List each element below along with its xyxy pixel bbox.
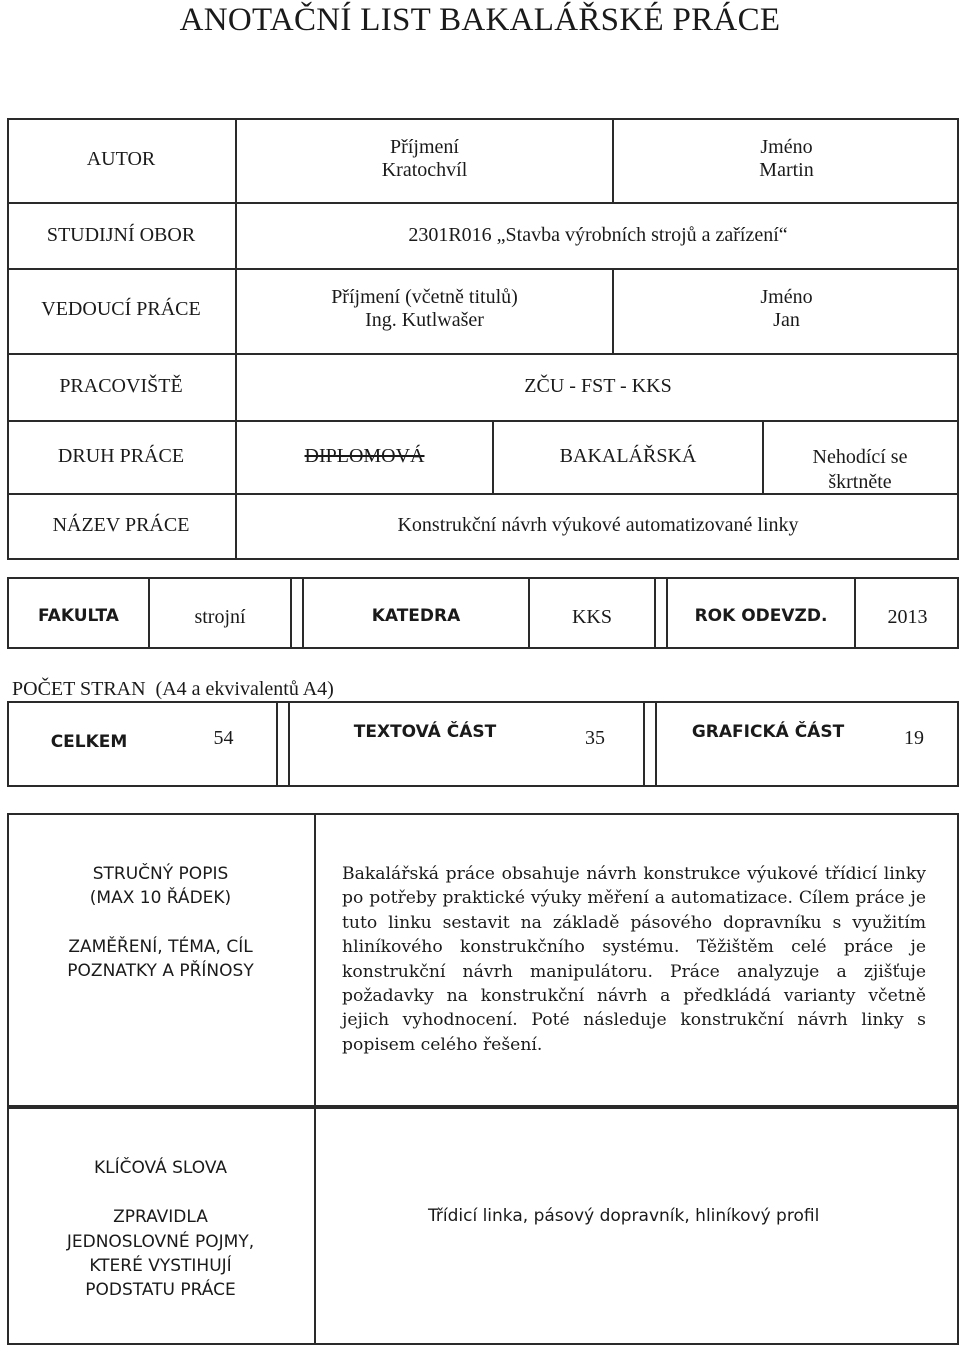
druh-note: Nehodící se škrtněte bbox=[812, 446, 908, 493]
fakulta-value: strojní bbox=[194, 606, 246, 628]
page-title: ANOTAČNÍ LIST BAKALÁŘSKÉ PRÁCE bbox=[179, 2, 781, 38]
nazev-value: Konstrukční návrh výukové automatizované linky bbox=[397, 514, 799, 536]
obor-value: 2301R016 „Stavba výrobních strojů a zařízení“ bbox=[408, 224, 788, 246]
vedouci-surname-label: Příjmení (včetně titulů) bbox=[331, 286, 518, 308]
vedouci-surname: Ing. Kutlwašer bbox=[365, 309, 484, 331]
textova-label: TEXTOVÁ ČÁST bbox=[353, 722, 497, 742]
druh-option-diplomova: DIPLOMOVÁ bbox=[304, 445, 425, 467]
pracoviste-value: ZČU - FST - KKS bbox=[524, 375, 672, 397]
celkem-label: CELKEM bbox=[50, 732, 128, 752]
klicova-label-3: JEDNOSLOVNÉ POJMY, bbox=[66, 1232, 255, 1252]
obor-label: STUDIJNÍ OBOR bbox=[46, 224, 196, 246]
pracoviste-label: PRACOVIŠTĚ bbox=[59, 375, 183, 397]
rok-value: 2013 bbox=[887, 606, 928, 628]
katedra-value: KKS bbox=[571, 606, 612, 628]
nazev-label: NÁZEV PRÁCE bbox=[52, 514, 190, 536]
autor-label: AUTOR bbox=[86, 148, 156, 170]
katedra-label: KATEDRA bbox=[371, 606, 461, 626]
popis-text: Bakalářská práce obsahuje návrh konstrukce výukové třídicí linky po potřeby praktické výuky měření a automatizace. Cílem práce je tuto linku sestavit na základě pásového dopravníku s využitím hliníkového konstrukčního systému. Těžištěm celé práce je konstrukční návrh manipulátoru. Práce analyzuje a zjišťuje požadavky na konstrukční návrh a předkládá varianty včetně jejich vyhodnocení. Poté následuje konstrukční návrh linky s popisem celého řešení. bbox=[342, 864, 926, 1055]
vedouci-name-label: Jméno bbox=[760, 286, 813, 308]
textova-value: 35 bbox=[585, 727, 605, 749]
fakulta-label: FAKULTA bbox=[38, 606, 119, 626]
rok-label: ROK ODEVZD. bbox=[694, 606, 828, 626]
graficka-value: 19 bbox=[904, 727, 924, 749]
popis-label-4: POZNATKY A PŘÍNOSY bbox=[67, 961, 254, 981]
klicova-label-2: ZPRAVIDLA bbox=[113, 1207, 208, 1227]
klicova-label-4: KTERÉ VYSTIHUJÍ bbox=[89, 1256, 232, 1276]
autor-surname: Kratochvíl bbox=[381, 159, 468, 181]
vedouci-name: Jan bbox=[773, 309, 800, 331]
klicova-label-5: PODSTATU PRÁCE bbox=[85, 1280, 236, 1300]
pocet-heading: POČET STRAN (A4 a ekvivalentů A4) bbox=[12, 678, 334, 700]
graficka-label: GRAFICKÁ ČÁST bbox=[691, 722, 845, 742]
celkem-value: 54 bbox=[213, 727, 234, 749]
klicova-text: Třídicí linka, pásový dopravník, hliníkový profil bbox=[428, 1206, 820, 1226]
autor-name-label: Jméno bbox=[760, 136, 813, 158]
druh-label: DRUH PRÁCE bbox=[57, 445, 185, 467]
klicova-label-1: KLÍČOVÁ SLOVA bbox=[93, 1158, 228, 1178]
popis-label-3: ZAMĚŘENÍ, TÉMA, CÍL bbox=[68, 937, 253, 957]
autor-surname-label: Příjmení bbox=[390, 136, 459, 158]
vedouci-label: VEDOUCÍ PRÁCE bbox=[41, 298, 201, 320]
popis-label-1: STRUČNÝ POPIS bbox=[92, 864, 229, 884]
druh-option-bakalarska: BAKALÁŘSKÁ bbox=[559, 445, 697, 467]
popis-label-2: (MAX 10 ŘÁDEK) bbox=[89, 888, 232, 908]
autor-name: Martin bbox=[759, 159, 814, 181]
